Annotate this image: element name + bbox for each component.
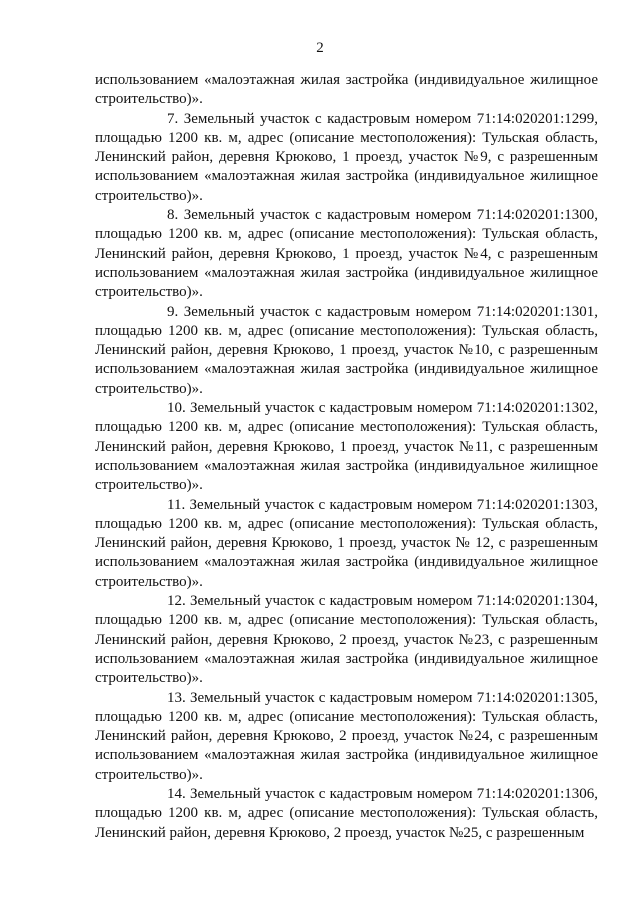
item-text: Земельный участок с кадастровым номером 71:14:020201:1305, площадью 1200 кв. м, адрес (описание местоположения): Тульская область, Ленинский район, деревня Крюково, 2 проезд, участок №24, с разрешенным использованием «малоэтажная жилая застройка (индивидуальное жилищное строительство)».: [95, 689, 598, 783]
document-body: [95, 71, 598, 843]
page-number: 2: [316, 40, 324, 56]
item-text: Земельный участок с кадастровым номером 71:14:020201:1304, площадью 1200 кв. м, адрес (описание местоположения): Тульская область, Ленинский район, деревня Крюково, 2 проезд, участок №23, с разрешенным использованием «малоэтажная жилая застройка (индивидуальное жилищное строительство)».: [95, 593, 598, 687]
paragraph-continuation: [95, 71, 598, 110]
item-number: 13.: [167, 689, 186, 706]
item-number: 8.: [167, 207, 179, 224]
item-number: 14.: [167, 785, 186, 802]
list-item: [95, 496, 598, 592]
list-item: [95, 206, 598, 302]
item-text: Земельный участок с кадастровым номером 71:14:020201:1300, площадью 1200 кв. м, адрес (описание местоположения): Тульская область, Ленинский район, деревня Крюково, 1 проезд, участок №4, с разрешенным использованием «малоэтажная жилая застройка (индивидуальное жилищное строительство)».: [95, 207, 598, 301]
list-item: [95, 689, 598, 785]
list-item: [95, 785, 598, 843]
list-item: [95, 303, 598, 399]
list-item: [95, 592, 598, 688]
list-item: [95, 110, 598, 206]
item-text: Земельный участок с кадастровым номером 71:14:020201:1303, площадью 1200 кв. м, адрес (описание местоположения): Тульская область, Ленинский район, деревня Крюково, 1 проезд, участок № 12, с разрешенным использованием «малоэтажная жилая застройка (индивидуальное жилищное строительство)».: [95, 496, 598, 590]
item-number: 11.: [167, 496, 186, 513]
item-text: Земельный участок с кадастровым номером 71:14:020201:1299, площадью 1200 кв. м, адрес (описание местоположения): Тульская область, Ленинский район, деревня Крюково, 1 проезд, участок №9, с разрешенным использованием «малоэтажная жилая застройка (индивидуальное жилищное строительство)».: [95, 110, 598, 204]
item-text: Земельный участок с кадастровым номером 71:14:020201:1301, площадью 1200 кв. м, адрес (описание местоположения): Тульская область, Ленинский район, деревня Крюково, 1 проезд, участок №10, с разрешенным использованием «малоэтажная жилая застройка (индивидуальное жилищное строительство)».: [95, 303, 598, 397]
list-item: [95, 399, 598, 495]
item-number: 9.: [167, 303, 179, 320]
paragraph-text: использованием «малоэтажная жилая застройка (индивидуальное жилищное строительство)».: [95, 72, 598, 108]
item-number: 10.: [167, 400, 186, 417]
item-text: Земельный участок с кадастровым номером 71:14:020201:1306, площадью 1200 кв. м, адрес (описание местоположения): Тульская область, Ленинский район, деревня Крюково, 2 проезд, участок №25, с разрешенным: [95, 785, 598, 841]
item-text: Земельный участок с кадастровым номером 71:14:020201:1302, площадью 1200 кв. м, адрес (описание местоположения): Тульская область, Ленинский район, деревня Крюково, 1 проезд, участок №11, с разрешенным использованием «малоэтажная жилая застройка (индивидуальное жилищное строительство)».: [95, 400, 598, 494]
item-number: 12.: [167, 593, 186, 610]
item-number: 7.: [167, 110, 179, 127]
